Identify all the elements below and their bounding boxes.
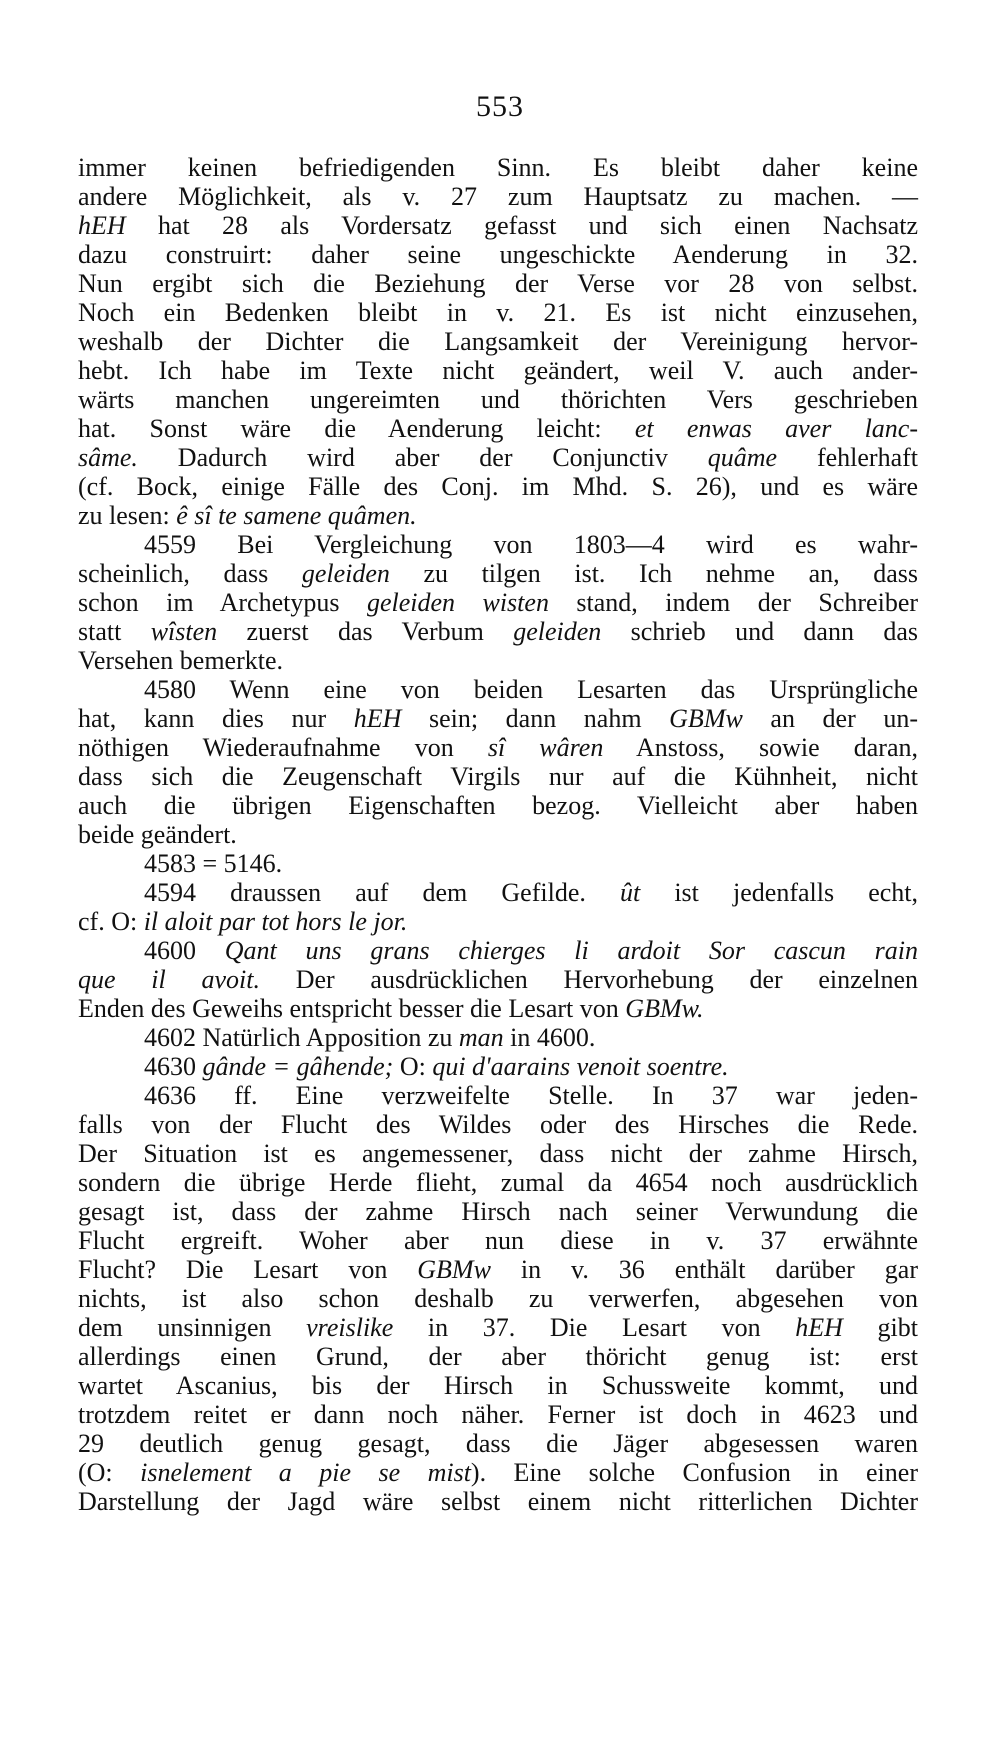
text-line (78, 1458, 918, 1487)
text-line (78, 530, 918, 559)
text-line (78, 414, 918, 443)
text-segment: zuerst das Verbum (217, 617, 514, 646)
text-segment: (cf. Bock, einige Fälle des Conj. im Mhd. S. 26), und es wäre (78, 472, 918, 501)
italic-text: geleiden wisten (366, 588, 549, 617)
text-line (78, 559, 918, 588)
text-line (78, 211, 918, 240)
text-line (78, 182, 918, 211)
text-segment: andere Möglichkeit, als v. 27 zum Hauptsatz zu machen. — (78, 182, 918, 211)
italic-text: hEH (795, 1313, 843, 1342)
text-segment: falls von der Flucht des Wildes oder des Hirsches die Rede. (78, 1110, 918, 1139)
text-segment: hat. Sonst wäre die Aenderung leicht: (78, 414, 635, 443)
text-segment: beide geändert. (78, 820, 237, 849)
text-segment: in v. 36 enthält darüber gar (490, 1255, 918, 1284)
text-segment: 4602 Natürlich Apposition zu (144, 1023, 459, 1052)
text-line (78, 1226, 918, 1255)
italic-text: sî wâren (487, 733, 604, 762)
text-segment: Flucht ergreift. Woher aber nun diese in v. 37 erwähnte (78, 1226, 918, 1255)
text-line (78, 472, 918, 501)
text-segment: gesagt ist, dass der zahme Hirsch nach seiner Verwundung die (78, 1197, 918, 1226)
italic-text: GBMw (417, 1255, 491, 1284)
page-number: 553 (476, 90, 524, 123)
text-line (78, 1110, 918, 1139)
text-segment: nichts, ist also schon deshalb zu verwerfen, abgesehen von (78, 1284, 918, 1313)
text-segment: statt (78, 617, 151, 646)
text-line (78, 965, 918, 994)
text-line (78, 1255, 918, 1284)
text-segment: Nun ergibt sich die Beziehung der Verse vor 28 von selbst. (78, 269, 918, 298)
text-line (78, 1487, 918, 1516)
italic-text: gânde = gâhende; (202, 1052, 394, 1081)
text-segment: Dadurch wird aber der Conjunctiv (137, 443, 708, 472)
text-line (78, 1284, 918, 1313)
text-segment: Anstoss, sowie daran, (603, 733, 918, 762)
text-segment: weshalb der Dichter die Langsamkeit der Vereinigung hervor- (78, 327, 918, 356)
text-line (78, 1023, 918, 1052)
text-segment: Noch ein Bedenken bleibt in v. 21. Es ist nicht einzusehen, (78, 298, 918, 327)
italic-text: GBMw (669, 704, 743, 733)
text-line (78, 385, 918, 414)
text-segment: 4636 ff. Eine verzweifelte Stelle. In 37 war jeden- (144, 1081, 918, 1110)
text-segment: scheinlich, dass (78, 559, 302, 588)
text-segment: hat 28 als Vordersatz gefasst und sich einen Nachsatz (125, 211, 918, 240)
text-segment: ist jedenfalls echt, (640, 878, 919, 907)
text-line (78, 1371, 918, 1400)
text-segment: (O: (78, 1458, 141, 1487)
text-segment: wartet Ascanius, bis der Hirsch in Schussweite kommt, und (78, 1371, 918, 1400)
text-line (78, 153, 918, 182)
text-line (78, 704, 918, 733)
text-line (78, 327, 918, 356)
text-segment: gibt (842, 1313, 918, 1342)
text-segment: wärts manchen ungereimten und thörichten Vers geschrieben (78, 385, 918, 414)
text-line (78, 1168, 918, 1197)
text-segment: 4580 Wenn eine von beiden Lesarten das Ursprüngliche (144, 675, 918, 704)
text-segment: 4583 = 5146. (144, 849, 283, 878)
text-segment: 4594 draussen auf dem Gefilde. (144, 878, 620, 907)
text-segment: schrieb und dann das (601, 617, 918, 646)
text-segment: an der un- (742, 704, 918, 733)
italic-text: il aloit par tot hors le jor. (143, 907, 408, 936)
text-segment: Der ausdrücklichen Hervorhebung der einzelnen (259, 965, 918, 994)
italic-text: man (458, 1023, 504, 1052)
text-line (78, 733, 918, 762)
text-segment: immer keinen befriedigenden Sinn. Es bleibt daher keine (78, 153, 918, 182)
italic-text: geleiden (513, 617, 602, 646)
text-line (78, 1313, 918, 1342)
text-line (78, 240, 918, 269)
text-segment: Flucht? Die Lesart von (78, 1255, 418, 1284)
text-line (78, 298, 918, 327)
text-segment: zu lesen: (78, 501, 177, 530)
italic-text: que il avoit. (78, 965, 260, 994)
italic-text: Qant uns grans chierges li ardoit Sor cascun rain (224, 936, 918, 965)
text-line (78, 646, 918, 675)
italic-text: GBMw. (625, 994, 704, 1023)
text-line (78, 1400, 918, 1429)
text-line (78, 588, 918, 617)
body-text (78, 153, 918, 1516)
italic-text: isnelement a pie se mist (140, 1458, 471, 1487)
text-line (78, 1342, 918, 1371)
text-line (78, 443, 918, 472)
text-segment: 4630 (144, 1052, 203, 1081)
italic-text: geleiden (301, 559, 390, 588)
text-segment: dass sich die Zeugenschaft Virgils nur auf die Kühnheit, nicht (78, 762, 918, 791)
text-segment: Darstellung der Jagd wäre selbst einem nicht ritterlichen Dichter (78, 1487, 918, 1516)
text-segment: zu tilgen ist. Ich nehme an, dass (389, 559, 919, 588)
text-segment: 4559 Bei Vergleichung von 1803—4 wird es wahr- (144, 530, 918, 559)
text-line (78, 1052, 918, 1081)
text-segment: Enden des Geweihs entspricht besser die Lesart von (78, 994, 626, 1023)
italic-text: hEH (78, 211, 126, 240)
text-segment: Der Situation ist es angemessener, dass nicht der zahme Hirsch, (78, 1139, 918, 1168)
text-line (78, 791, 918, 820)
text-segment: auch die übrigen Eigenschaften bezog. Vielleicht aber haben (78, 791, 918, 820)
text-line (78, 820, 918, 849)
text-line (78, 762, 918, 791)
italic-text: qui d'aarains venoit soentre. (432, 1052, 729, 1081)
text-segment: nöthigen Wiederaufnahme von (78, 733, 488, 762)
text-line (78, 675, 918, 704)
text-line (78, 1429, 918, 1458)
text-segment: allerdings einen Grund, der aber thöricht genug ist: erst (78, 1342, 918, 1371)
italic-text: ût (619, 878, 641, 907)
text-line (78, 907, 918, 936)
text-line (78, 617, 918, 646)
text-segment: dem unsinnigen (78, 1313, 307, 1342)
text-segment: in 4600. (503, 1023, 596, 1052)
italic-text: wîsten (150, 617, 218, 646)
text-line (78, 878, 918, 907)
text-segment: stand, indem der Schreiber (548, 588, 919, 617)
text-segment: hat, kann dies nur (78, 704, 354, 733)
text-segment: Versehen bemerkte. (78, 646, 284, 675)
italic-text: et enwas aver lanc- (634, 414, 918, 443)
italic-text: sâme. (78, 443, 138, 472)
text-segment: schon im Archetypus (78, 588, 367, 617)
text-segment: O: (393, 1052, 433, 1081)
text-line (78, 269, 918, 298)
text-segment: dazu construirt: daher seine ungeschickte Aenderung in 32. (78, 240, 918, 269)
text-segment: trotzdem reitet er dann noch näher. Ferner ist doch in 4623 und (78, 1400, 918, 1429)
text-line (78, 994, 918, 1023)
italic-text: ê sî te samene quâmen. (176, 501, 417, 530)
text-segment: 29 deutlich genug gesagt, dass die Jäger abgesessen waren (78, 1429, 918, 1458)
text-segment: fehlerhaft (777, 443, 918, 472)
text-line (78, 849, 918, 878)
text-line (78, 501, 918, 530)
text-segment: in 37. Die Lesart von (393, 1313, 796, 1342)
text-line (78, 1197, 918, 1226)
text-segment: sein; dann nahm (401, 704, 670, 733)
italic-text: hEH (353, 704, 402, 733)
text-segment: ). Eine solche Confusion in einer (470, 1458, 918, 1487)
text-segment: sondern die übrige Herde flieht, zumal da 4654 noch ausdrücklich (78, 1168, 918, 1197)
text-segment: cf. O: (78, 907, 144, 936)
text-segment: hebt. Ich habe im Texte nicht geändert, weil V. auch ander- (78, 356, 918, 385)
text-line (78, 1139, 918, 1168)
text-line (78, 356, 918, 385)
text-segment: 4600 (144, 936, 225, 965)
text-line (78, 1081, 918, 1110)
text-line (78, 936, 918, 965)
italic-text: quâme (707, 443, 778, 472)
italic-text: vreislike (306, 1313, 394, 1342)
